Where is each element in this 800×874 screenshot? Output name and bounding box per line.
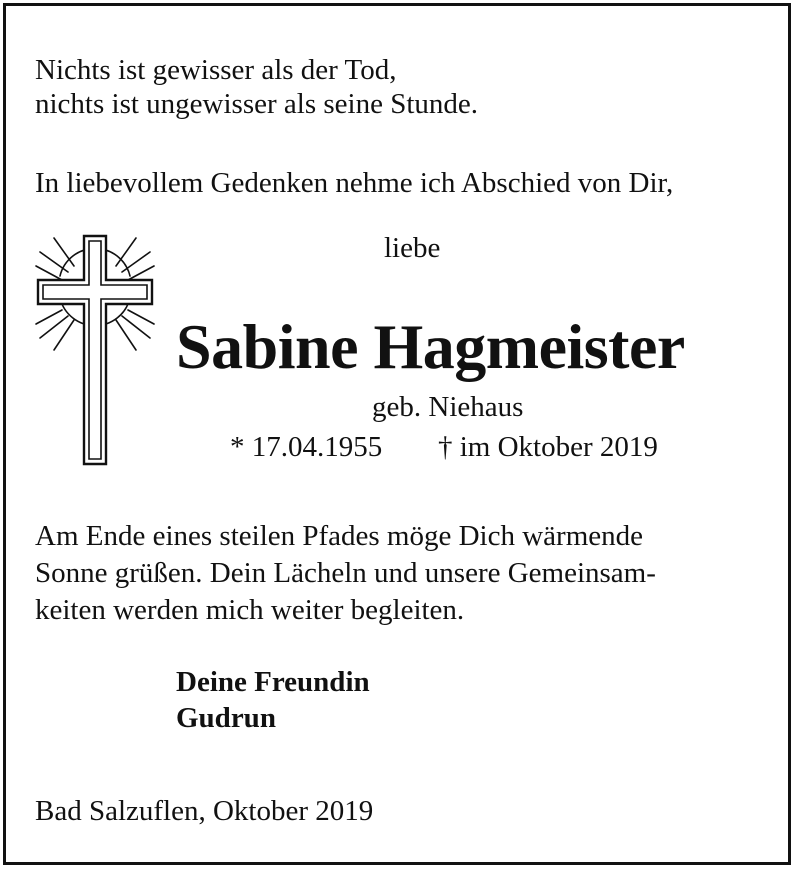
intro-text: In liebevollem Gedenken nehme ich Abschied von Dir, — [35, 167, 674, 199]
motto — [35, 53, 478, 121]
farewell-text — [35, 518, 656, 629]
death-date: † im Oktober 2019 — [438, 431, 658, 463]
farewell-line-3: keiten werden mich weiter begleiten. — [35, 594, 465, 626]
motto-line-2: nichts ist ungewisser als seine Stunde. — [35, 88, 479, 120]
signature — [176, 664, 370, 736]
farewell-line-2: Sonne grüßen. Dein Lächeln und unsere Gemeinsam- — [35, 557, 656, 589]
deceased-name: Sabine Hagmeister — [176, 311, 685, 382]
obituary-notice — [3, 3, 791, 865]
birth-date: * 17.04.1955 — [230, 431, 383, 463]
place-and-date: Bad Salzuflen, Oktober 2019 — [35, 795, 374, 827]
cross-with-sunburst-icon — [34, 228, 156, 472]
signature-line-2: Gudrun — [176, 702, 276, 734]
motto-line-1: Nichts ist gewisser als der Tod, — [35, 54, 397, 86]
farewell-line-1: Am Ende eines steilen Pfades möge Dich wärmende — [35, 520, 644, 552]
signature-line-1: Deine Freundin — [176, 666, 370, 698]
maiden-name: geb. Niehaus — [372, 391, 524, 423]
salutation: liebe — [384, 232, 441, 264]
